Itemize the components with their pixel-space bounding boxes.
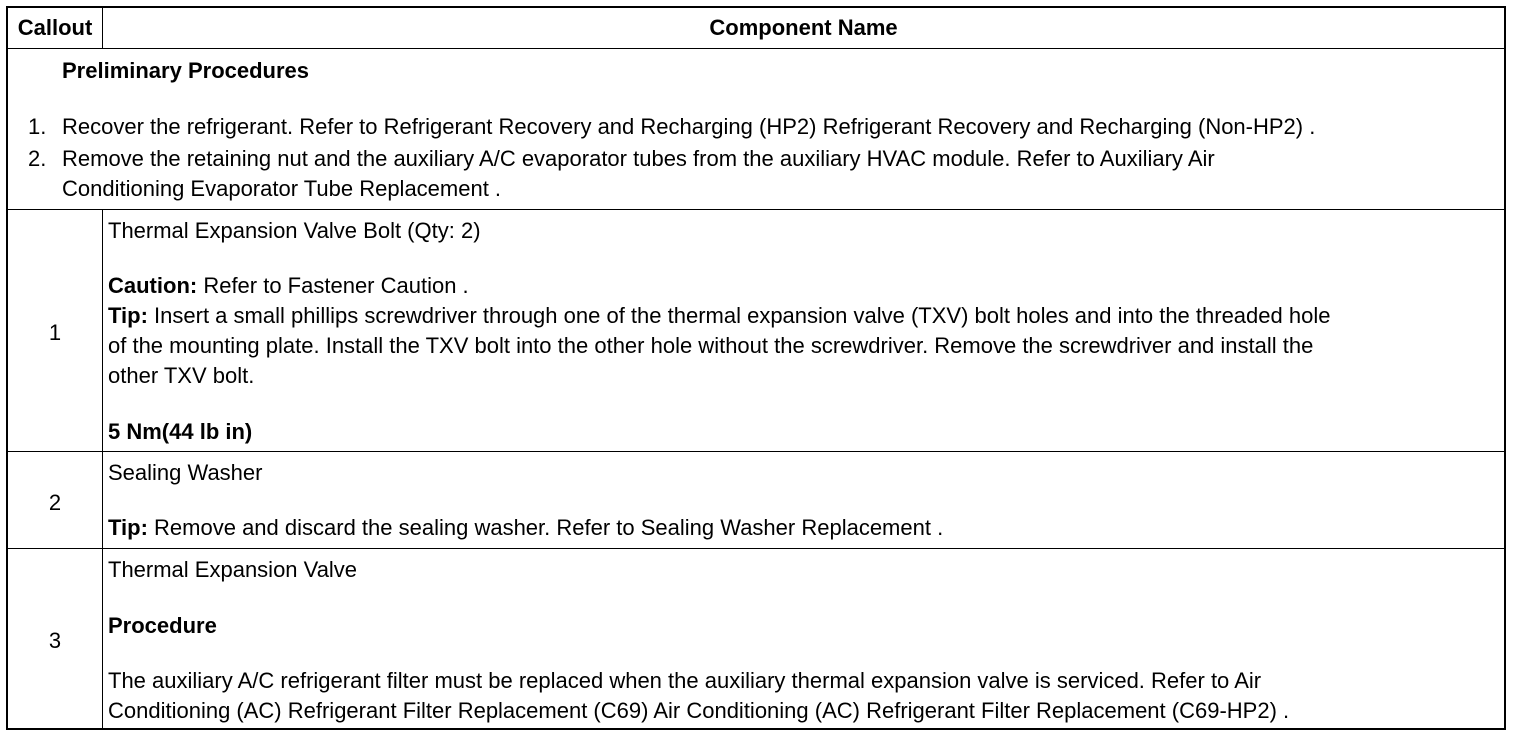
callout-number: 2 — [48, 490, 62, 515]
component-name-header: Component Name — [709, 15, 898, 40]
procedure-heading: Procedure — [108, 613, 217, 638]
row-rule — [8, 548, 1504, 549]
caution-text: Refer to Fastener Caution . — [197, 273, 469, 298]
step-number: 2. — [28, 146, 47, 171]
tip-label: Tip: — [108, 303, 148, 328]
tip-text: other TXV bolt. — [108, 363, 255, 388]
tip-text: of the mounting plate. Install the TXV bolt into the other hole without the screwdriver. Remove the screwdriver and install the — [108, 333, 1314, 358]
tip-note — [108, 513, 943, 543]
tip-note — [108, 301, 1330, 331]
caution-note — [108, 271, 469, 301]
procedure-text: Conditioning (AC) Refrigerant Filter Replacement (C69) Air Conditioning (AC) Refrigerant Filter Replacement (C69-HP2) . — [108, 698, 1290, 723]
torque-spec: 5 Nm(44 lb in) — [108, 419, 253, 444]
tip-label: Tip: — [108, 515, 148, 540]
step-text: Conditioning Evaporator Tube Replacement . — [62, 176, 502, 201]
header-rule — [8, 48, 1504, 49]
caution-label: Caution: — [108, 273, 198, 298]
header-divider — [102, 8, 103, 48]
callout-number: 1 — [48, 320, 62, 345]
row-rule — [8, 209, 1504, 210]
procedure-text: The auxiliary A/C refrigerant filter must be replaced when the auxiliary thermal expansion valve is serviced. Refer to Air — [108, 668, 1262, 693]
preliminary-title: Preliminary Procedures — [62, 58, 310, 83]
step-text: Remove the retaining nut and the auxiliary A/C evaporator tubes from the auxiliary HVAC module. Refer to Auxiliary Air — [62, 146, 1215, 171]
callout-number: 3 — [48, 628, 62, 653]
callout-header: Callout — [17, 15, 93, 40]
tip-text: Remove and discard the sealing washer. Refer to Sealing Washer Replacement . — [147, 515, 944, 540]
row-rule — [8, 451, 1504, 452]
component-name: Thermal Expansion Valve Bolt (Qty: 2) — [108, 218, 481, 243]
component-name: Thermal Expansion Valve — [108, 557, 358, 582]
step-text: Recover the refrigerant. Refer to Refrigerant Recovery and Recharging (HP2) Refrigerant Recovery and Recharging (Non-HP2) . — [62, 114, 1316, 139]
tip-text: Insert a small phillips screwdriver through one of the thermal expansion valve (TXV) bolt holes and into the threaded hole — [147, 303, 1331, 328]
procedure-table — [6, 6, 1506, 730]
component-name: Sealing Washer — [108, 460, 263, 485]
step-number: 1. — [28, 114, 47, 139]
column-divider — [102, 209, 103, 729]
